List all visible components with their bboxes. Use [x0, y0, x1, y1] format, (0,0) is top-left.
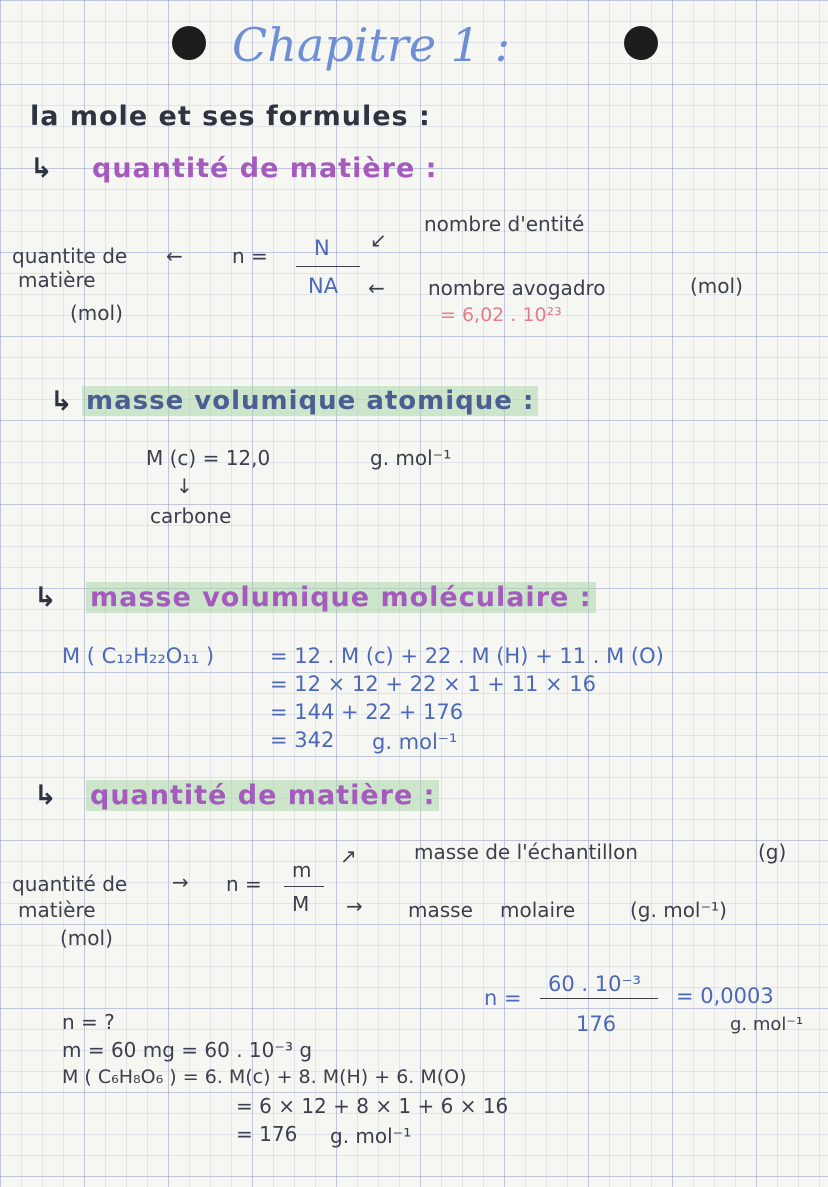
calc-lhs: n = [484, 986, 522, 1010]
example-line5-unit: g. mol⁻¹ [330, 1124, 412, 1148]
section1-num-label: nombre d'entité [424, 212, 585, 236]
section1-label-2: matière [18, 268, 96, 292]
section3-line4: = 342 [270, 728, 335, 752]
section4-title [86, 782, 439, 809]
section2-title-text: masse volumique atomique : [82, 386, 538, 416]
section4-label-2: matière [18, 898, 96, 922]
section4-den-label-2: molaire [500, 898, 576, 922]
section3-line1: = 12 . M (c) + 22 . M (H) + 11 . M (O) [270, 644, 664, 668]
section4-num-label: masse de l'échantillon [414, 840, 638, 864]
example-line4: = 6 × 12 + 8 × 1 + 6 × 16 [236, 1094, 509, 1118]
section1-unit: (mol) [70, 301, 123, 325]
section4-label: quantité de [12, 872, 128, 896]
section2-arrow-icon: ↳ [50, 386, 74, 417]
section1-den-unit: (mol) [690, 274, 743, 298]
binder-hole-right [624, 26, 658, 60]
section2-note: carbone [150, 504, 232, 528]
section3-line4-unit: g. mol⁻¹ [372, 730, 458, 754]
down-arrow-icon: ↓ [176, 474, 193, 498]
fraction-bar-3 [540, 998, 658, 999]
section1-den-label: nombre avogadro [428, 276, 606, 300]
calc-result: = 0,0003 [676, 984, 774, 1008]
example-line5: = 176 [236, 1122, 298, 1146]
page-title: Chapitre 1 : [232, 18, 511, 72]
section2-formula: M (c) = 12,0 [146, 446, 271, 470]
section4-denominator: M [292, 892, 310, 916]
example-line3: M ( C₆H₈O₆ ) = 6. M(c) + 8. M(H) + 6. M(O) [62, 1066, 467, 1088]
calc-numerator: 60 . 10⁻³ [548, 972, 641, 996]
section1-arrow-icon: ↳ [30, 153, 54, 184]
section4-arrow-icon: ↳ [34, 780, 58, 811]
section4-den-unit: (g. mol⁻¹) [630, 898, 727, 922]
calc-result-unit: g. mol⁻¹ [730, 1014, 804, 1035]
section3-title [86, 584, 596, 611]
section3-title-text: masse volumique moléculaire : [86, 582, 596, 613]
arrow-left-icon-2: ← [368, 276, 385, 300]
section3-line2: = 12 × 12 + 22 × 1 + 11 × 16 [270, 672, 596, 696]
section3-formula-lhs: M ( C₁₂H₂₂O₁₁ ) [62, 644, 215, 668]
section1-lhs: n = [232, 244, 268, 268]
avogadro-value: = 6,02 . 10²³ [440, 304, 562, 326]
arrow-right-icon-2: → [346, 894, 363, 918]
fraction-bar [296, 266, 360, 267]
section4-den-label: masse [408, 898, 473, 922]
section4-unit: (mol) [60, 926, 113, 950]
binder-hole-left [172, 26, 206, 60]
section4-lhs: n = [226, 872, 262, 896]
section2-unit: g. mol⁻¹ [370, 446, 452, 470]
example-line2: m = 60 mg = 60 . 10⁻³ g [62, 1038, 313, 1062]
calc-denominator: 176 [576, 1012, 617, 1036]
section1-label: quantite de [12, 244, 128, 268]
arrow-up-right-icon: ↗ [340, 844, 357, 868]
arrow-left-icon: ← [166, 244, 183, 268]
section2-title [82, 388, 538, 414]
section1-denominator: NA [308, 274, 339, 298]
section1-numerator: N [314, 236, 330, 260]
arrow-right-icon: → [172, 870, 189, 894]
section4-num-unit: (g) [758, 840, 787, 864]
example-line1: n = ? [62, 1010, 115, 1034]
section4-numerator: m [292, 858, 312, 882]
fraction-bar-2 [284, 886, 324, 887]
section4-title-text: quantité de matière : [86, 780, 439, 811]
section3-line3: = 144 + 22 + 176 [270, 700, 464, 724]
heading: la mole et ses formules : [30, 101, 431, 132]
section1-title: quantité de matière : [92, 153, 438, 184]
arrow-icon: ↙ [370, 228, 387, 252]
section3-arrow-icon: ↳ [34, 582, 58, 613]
